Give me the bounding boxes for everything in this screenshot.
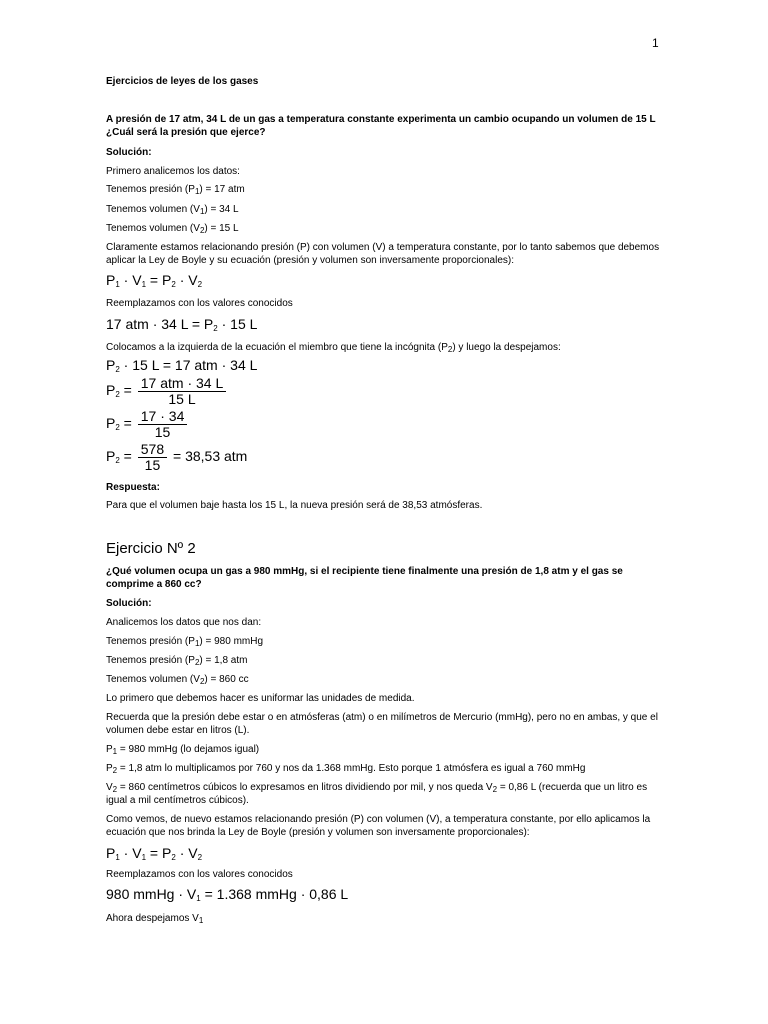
ex2-p2-conversion: $P_2 = 1,8$ atm lo multiplicamos por 760 y nos da 1.368 mmHg. Esto porque 1 atmósfera es igual a 760 mmHg [106,763,586,775]
ex1-data-v2: Tenemos volumen $(V_2) = 15$ L [106,223,239,235]
ex2-equation-substituted: 980 mmHg · $V_1 = 1.368$ mmHg · 0,86 L [106,886,349,903]
ex2-boyle-explanation: Como vemos, de nuevo estamos relacionando presión (P) con volumen (V), a temperatura constante, por ello aplicamos la ecuación que nos brinda la Ley de Boyle (presión y volumen son inversamente proporcionales): [106,814,651,838]
ex2-v2-conversion: $V_2 = 860$ centímetros cúbicos lo expresamos en litros dividiendo por mil, y nos queda $V_2 = 0,86$ L (recuerda que un litro es igual a mil centímetros cúbicos). [106,782,648,806]
boyle-equation-1: $P_1 \cdot V_1 = P_2 \cdot V_2$ [106,272,203,289]
ex2-data-p2: Tenemos presión $(P_2) = 1,8$ atm [106,655,248,667]
ex2-solution-label: Solución: [106,598,152,609]
ex1-intro: Primero analicemos los datos: [106,166,240,177]
ex2-replace-text: Reemplazamos con los valores conocidos [106,869,293,880]
ex2-intro: Analicemos los datos que nos dan: [106,617,262,628]
ex1-replace-text: Reemplazamos con los valores conocidos [106,298,293,309]
ex2-isolate-text: Ahora despejamos $V_1$ [106,913,204,925]
document-title: Ejercicios de leyes de los gases [106,76,259,87]
ex1-data-p1: Tenemos presión $(P_1) = 17$ atm [106,184,245,196]
ex1-data-v1: Tenemos volumen $(V_1) = 34$ L [106,204,239,216]
ex1-solution-label: Solución: [106,147,152,158]
ex2-data-v2: Tenemos volumen $(V_2) = 860$ cc [106,674,249,686]
ex2-uniform-units: Lo primero que debemos hacer es uniformar las unidades de medida. [106,693,415,704]
ex1-equation-result: $P_2$ = $\frac{578}{15}$ = 38,53 atm [106,441,248,473]
ex1-equation-fraction-2: $P_2$ = $\frac{17 \cdot 34}{15}$ [106,409,189,440]
ex1-explanation: Claramente estamos relacionando presión (P) con volumen (V) a temperatura constante, por lo tanto sabemos que debemos aplicar la Ley de Boyle y su ecuación (presión y volumen son inversamente proporcionales): [106,242,660,266]
ex2-question: ¿Qué volumen ocupa un gas a 980 mmHg, si el recipiente tiene finalmente una presión de 1,8 atm y el gas se comprime a 860 cc? [106,566,623,590]
ex1-equation-fraction-1: $P_2$ = $\frac{\text{17 atm · 34 L}}{15 L}$ [106,376,228,407]
ex2-heading: Ejercicio Nº 2 [106,540,196,557]
ex1-isolate-text: Colocamos a la izquierda de la ecuación el miembro que tiene la incógnita $(P_2)$ y luego la despejamos: [106,342,561,354]
ex1-question: A presión de 17 atm, 34 L de un gas a temperatura constante experimenta un cambio ocupando un volumen de 15 L ¿Cuál será la presión que ejerce? [106,114,656,138]
ex2-p1-conversion: $P_1 = 980$ mmHg (lo dejamos igual) [106,744,260,756]
ex1-equation-reordered: $P_2 \cdot 15$ L = 17 atm · 34 L [106,357,258,374]
ex1-answer-label: Respuesta: [106,482,160,493]
boyle-equation-2: $P_1 \cdot V_1 = P_2 \cdot V_2$ [106,845,203,862]
ex2-remember-units: Recuerda que la presión debe estar o en atmósferas (atm) o en milímetros de Mercurio (mmHg), pero no en ambas, y que el volumen debe estar en litros (L). [106,712,658,736]
ex2-data-p1: Tenemos presión $(P_1) = 980$ mmHg [106,636,264,648]
page-number: 1 [652,36,659,50]
ex1-answer: Para que el volumen baje hasta los 15 L, la nueva presión será de 38,53 atmósferas. [106,500,483,511]
ex1-equation-substituted: 17 atm · 34 $L = P_2 \cdot 15$ L [106,316,258,333]
